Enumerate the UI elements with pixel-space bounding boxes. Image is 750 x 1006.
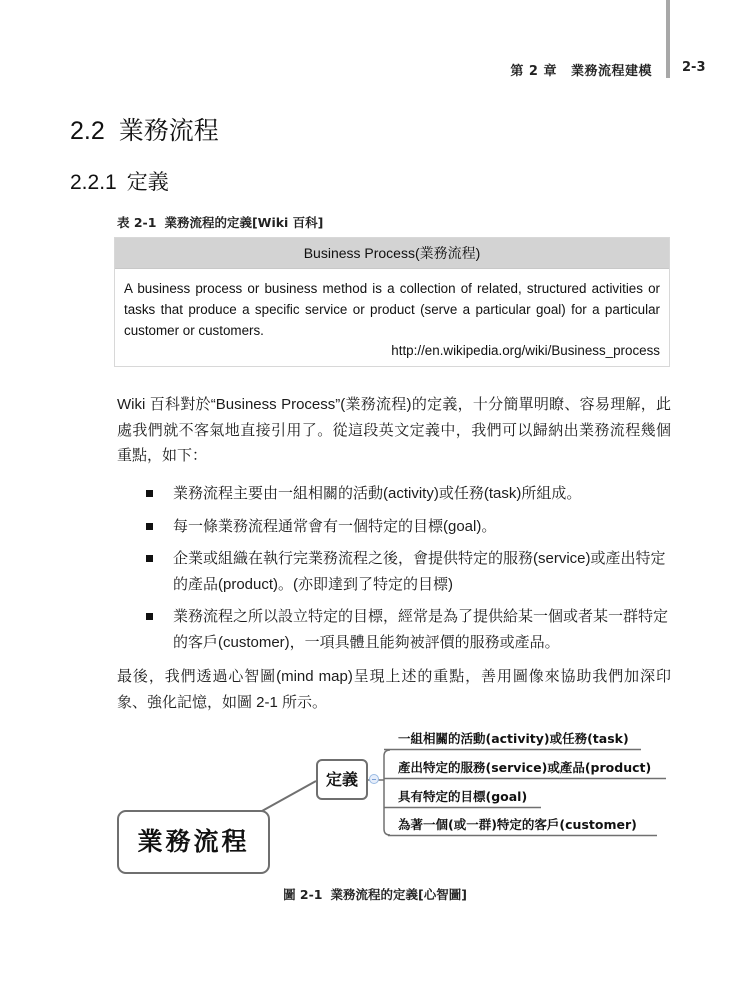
leaf-bracket [384,750,390,835]
mind-map-leaf: 為著一個(或一群)特定的客戶(customer) [398,817,637,832]
table-caption [117,213,323,231]
square-bullet-icon [146,490,153,497]
mind-map-leaf: 產出特定的服務(service)或產品(product) [398,760,652,775]
definition-table-body: A business process or business method is a collection of related, structured activities or tasks that produce a specific service or product (serve a particular goal) for a particular customer or customers. [124,281,660,338]
mind-map-leaf: 一組相關的活動(activity)或任務(task) [398,731,629,746]
intro-paragraph: Wiki 百科對於“Business Process”(業務流程)的定義，十分簡單明瞭、容易理解，此處我們就不客氣地直接引用了。從這段英文定義中，我們可以歸納出業務流程幾個重點，如下： [117,396,671,464]
subsection-title: 定義 [126,171,169,194]
table-caption-number: 表 2-1 [117,215,157,230]
figure-caption [0,885,750,903]
list-item: 企業或組織在執行完業務流程之後，會提供特定的服務(service)或產出特定的產品(product)。(亦即達到了特定的目標) [140,546,672,597]
figure-caption-title: 業務流程的定義[心智圖] [330,887,467,902]
section-heading [70,111,219,147]
mind-map-root-node: 業務流程 [117,810,270,874]
closing-paragraph: 最後，我們透過心智圖(mind map)呈現上述的重點，善用圖像來協助我們加深印象、強化記憶，如圖 2-1 所示。 [117,668,671,711]
subsection-heading [70,166,169,196]
root-to-branch-connector [262,781,316,811]
definition-table-header: Business Process(業務流程) [115,238,669,269]
chapter-label: 第 2 章 [510,64,557,79]
collapse-circle-icon[interactable] [369,774,379,784]
definition-table [114,237,670,367]
square-bullet-icon [146,523,153,530]
square-bullet-icon [146,613,153,620]
running-header [0,60,652,79]
key-points-list [140,481,672,662]
page-number: 2-3 [682,60,706,75]
list-item: 業務流程主要由一組相關的活動(activity)或任務(task)所組成。 [140,481,672,507]
chapter-title: 業務流程建模 [570,64,652,79]
definition-source-link[interactable]: http://en.wikipedia.org/wiki/Business_process [391,343,660,358]
list-item: 業務流程之所以設立特定的目標，經常是為了提供給某一個或者某一群特定的客戶(customer)，一項具體且能夠被評價的服務或產品。 [140,604,672,655]
section-title: 業務流程 [118,117,219,145]
table-caption-title: 業務流程的定義[Wiki 百科] [164,215,324,230]
subsection-number: 2.2.1 [70,171,117,194]
mind-map-leaf: 具有特定的目標(goal) [398,789,528,804]
section-number: 2.2 [70,117,105,145]
figure-caption-number: 圖 2-1 [283,887,323,902]
list-item: 每一條業務流程通常會有一個特定的目標(goal)。 [140,514,672,540]
square-bullet-icon [146,555,153,562]
page-edge-rule [666,0,670,78]
mind-map-branch-node: 定義 [316,759,368,800]
